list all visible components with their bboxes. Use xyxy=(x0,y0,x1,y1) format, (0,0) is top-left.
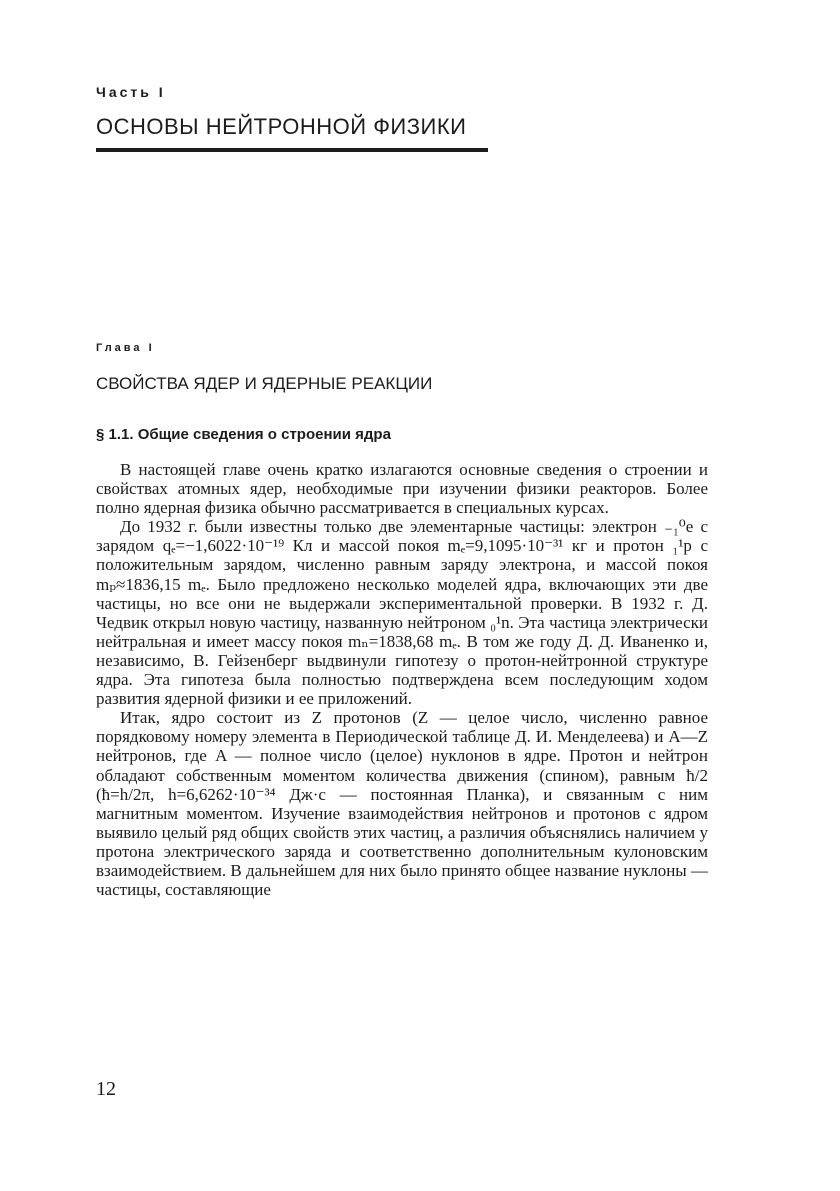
paragraph: В настоящей главе очень кратко излагаются основные сведения о строении и свойствах атомных ядер, необходимые при изучении физики реакторов. Более полно ядерная физика обычно рассматривается в специальных курсах. xyxy=(96,460,708,518)
part-title-underline xyxy=(96,148,488,152)
section-title: § 1.1. Общие сведения о строении ядра xyxy=(96,426,391,443)
page-number: 12 xyxy=(96,1078,116,1100)
paragraph: До 1932 г. были известны только две элементарные частицы: электрон ₋₁⁰e с зарядом qₑ=−1,6022·10⁻¹⁹ Кл и массой покоя mₑ=9,1095·10⁻³¹ кг и протон ₁¹p с положительным зарядом, численно равным заряду электрона, и массой покоя mₚ≈1836,15 mₑ. Было предложено несколько моделей ядра, включающих эти две частицы, но все они не выдержали экспериментальной проверки. В 1932 г. Д. Чедвик открыл новую частицу, названную нейтроном ₀¹n. Эта частица электрически нейтральная и имеет массу покоя mₙ=1838,68 mₑ. В том же году Д. Д. Иваненко и, независимо, В. Гейзенберг выдвинули гипотезу о протон-нейтронной структуре ядра. Эта гипотеза была полностью подтверждена всем последующим ходом развития ядерной физики и ее приложений. xyxy=(96,517,708,709)
chapter-label: Глава I xyxy=(96,342,155,354)
chapter-title: СВОЙСТВА ЯДЕР И ЯДЕРНЫЕ РЕАКЦИИ xyxy=(96,374,433,393)
body-text xyxy=(96,460,708,899)
paragraph: Итак, ядро состоит из Z протонов (Z — целое число, численно равное порядковому номеру элемента в Периодической таблице Д. И. Менделеева) и A—Z нейтронов, где A — полное число (целое) нуклонов в ядре. Протон и нейтрон обладают собственным моментом количества движения (спином), равным ħ/2 (ħ=h/2π, h=6,6262·10⁻³⁴ Дж·с — постоянная Планка), и связанным с ним магнитным моментом. Изучение взаимодействия нейтронов и протонов с ядром выявило целый ряд общих свойств этих частиц, а различия объяснялись наличием у протона электрического заряда и соответственно дополнительным кулоновским взаимодействием. В дальнейшем для них было принято общее название нуклоны — частицы, составляющие xyxy=(96,708,708,900)
part-title: ОСНОВЫ НЕЙТРОННОЙ ФИЗИКИ xyxy=(96,114,467,139)
part-label: Часть I xyxy=(96,84,166,100)
